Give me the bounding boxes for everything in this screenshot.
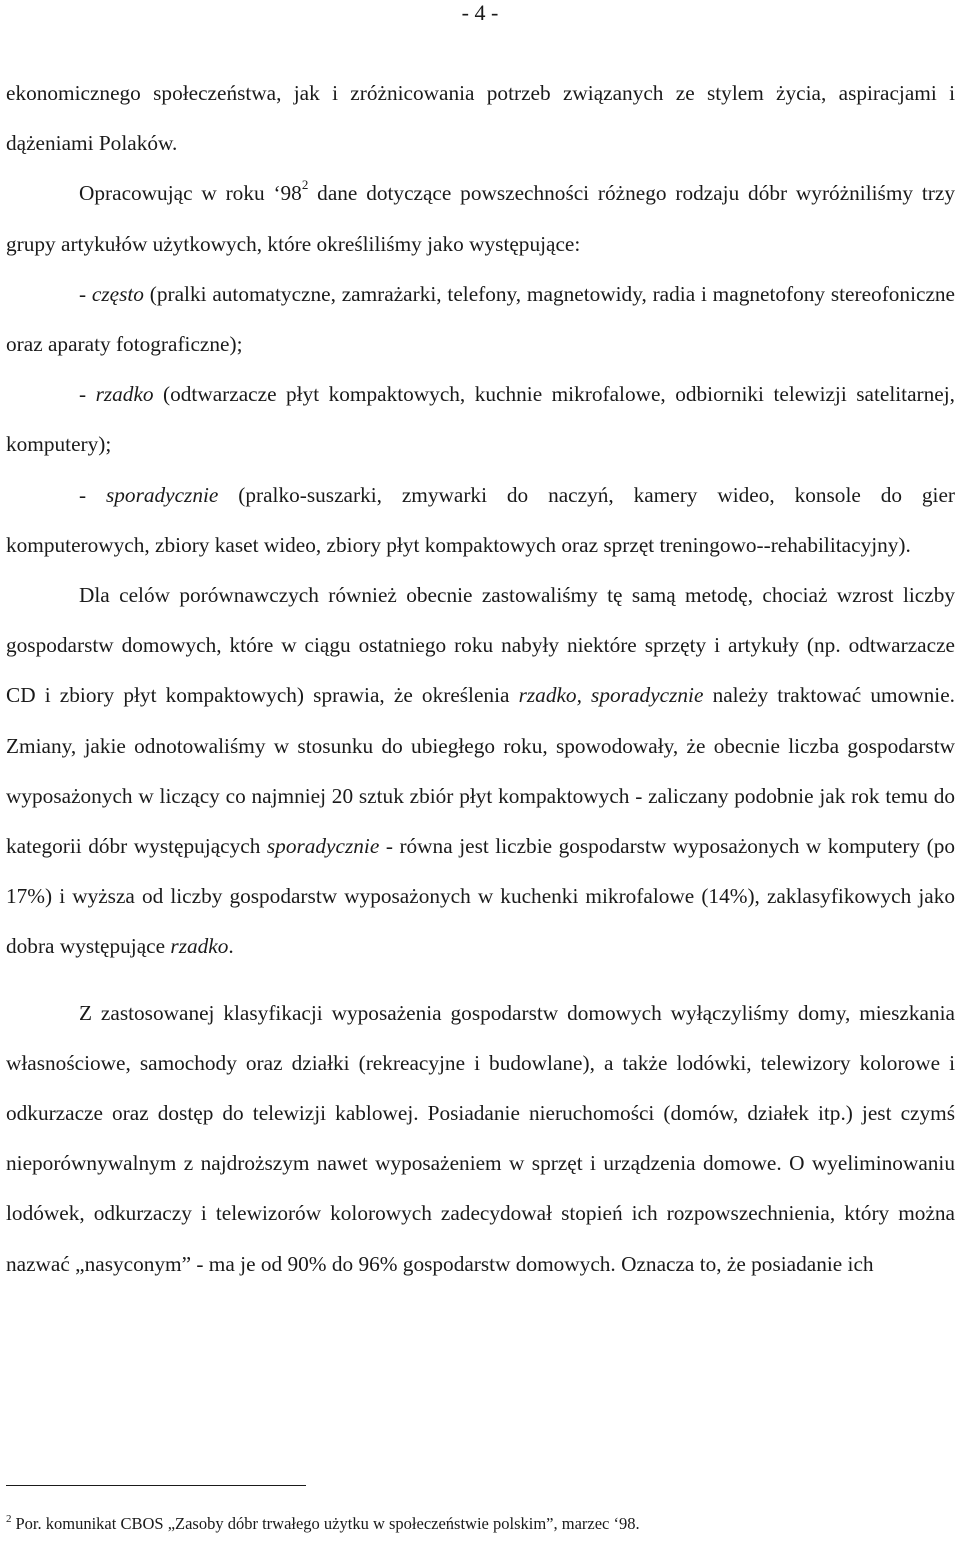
footnote-separator [6,1485,306,1486]
paragraph-comparison [6,570,955,972]
paragraph-exclusions: Z zastosowanej klasyfikacji wyposażenia gospodarstw domowych wyłączyliśmy domy, mieszkania własnościowe, samochody oraz działki (rekreacyjne i budowlane), a także lodówki, telewizory kolorowe i odkurzacze oraz dostęp do telewizji kablowej. Posiadanie nieruchomości (domów, działek itp.) jest czymś nieporównywalnym z najdroższym nawet wyposażeniem w sprzęt i urządzenia domowe. O wyeliminowaniu lodówek, odkurzaczy i telewizorów kolorowych zadecydował stopień ich rozpowszechnienia, który można nazwać „nasyconym” - ma je od 90% do 96% gospodarstw domowych. Oznacza to, że posiadanie ich [6,1000,955,1276]
list-item-term: rzadko [95,382,154,407]
paragraph-classification-text-b: dane dotyczące powszechności różnego rodzaju dóbr wyróżniliśmy trzy grupy artykułów użytkowych, które określiliśmy jako występujące: [6,181,955,256]
list-item-dash: - [79,382,96,407]
paragraph-classification [6,168,955,268]
list-item-term: sporadycznie [105,482,219,507]
list-item-czesto [6,269,955,369]
footnote [6,1513,955,1535]
list-item-text: (pralko-suszarki, zmywarki do naczyń, kamery wideo, konsole do gier komputerowych, zbiory kaset wideo, zbiory płyt kompaktowych oraz sprzęt treningowo--rehabilitacyjny). [6,482,955,557]
list-item-term: często [91,281,144,306]
paragraph-comparison-text-a: Dla celów porównawczych również obecnie zastowaliśmy tę samą metodę, chociaż wzrost liczby gospodarstw domowych, które w ciągu ostatniego roku nabyły niektóre sprzęty i artykuły (np. odtwarzacze CD i zbiory płyt kompaktowych) sprawia, że określenia [6,583,955,708]
paragraph-comparison-text-d: . [228,934,234,959]
list-item-dash: - [79,281,92,306]
footnote-mark: 2 [6,1513,12,1525]
paragraph-comparison-text-b: należy traktować umownie. Zmiany, jakie odnotowaliśmy w stosunku do ubiegłego roku, spowodowały, że obecnie liczba gospodarstw wyposażonych w liczący co najmniej 20 sztuk zbiór płyt kompaktowych - zaliczany podobnie jak rok temu do kategorii dóbr występujących [6,683,955,859]
list-item-sporadycznie [6,470,955,570]
paragraph-intro: ekonomicznego społeczeństwa, jak i zróżnicowania potrzeb związanych ze stylem życia, aspiracjami i dążeniami Polaków. [6,81,955,156]
list-item-text: (odtwarzacze płyt kompaktowych, kuchnie mikrofalowe, odbiorniki telewizji satelitarnej, komputery); [6,382,955,457]
page-number: - 4 - [461,0,499,25]
list-item-text: (pralki automatyczne, zamrażarki, telefony, magnetowidy, radia i magnetofony stereofoniczne oraz aparaty fotograficzne); [6,281,956,357]
footnote-reference: 2 [301,177,309,193]
paragraph-classification-text-a: Opracowując w roku ‘98 [79,181,302,206]
paragraph-comparison-text-c: - równa jest liczbie gospodarstw wyposażonych w komputery (po 17%) i wyższa od liczby gospodarstw wyposażonych w kuchenki mikrofalowe (14%), zaklasyfikowych jako dobra występujące [6,834,955,959]
paragraph-gap [6,972,955,988]
list-item-rzadko [6,369,955,469]
paragraph-comparison-emphasis-b: sporadycznie [266,834,380,859]
paragraph-comparison-emphasis-c: rzadko [170,934,229,959]
list-item-dash: - [79,482,106,507]
body-text [6,68,955,1289]
paragraph-comparison-emphasis-a: rzadko, sporadycznie [518,683,704,708]
footnote-text: Por. komunikat CBOS „Zasoby dóbr trwałego użytku w społeczeństwie polskim”, marzec ‘98. [15,1514,640,1533]
